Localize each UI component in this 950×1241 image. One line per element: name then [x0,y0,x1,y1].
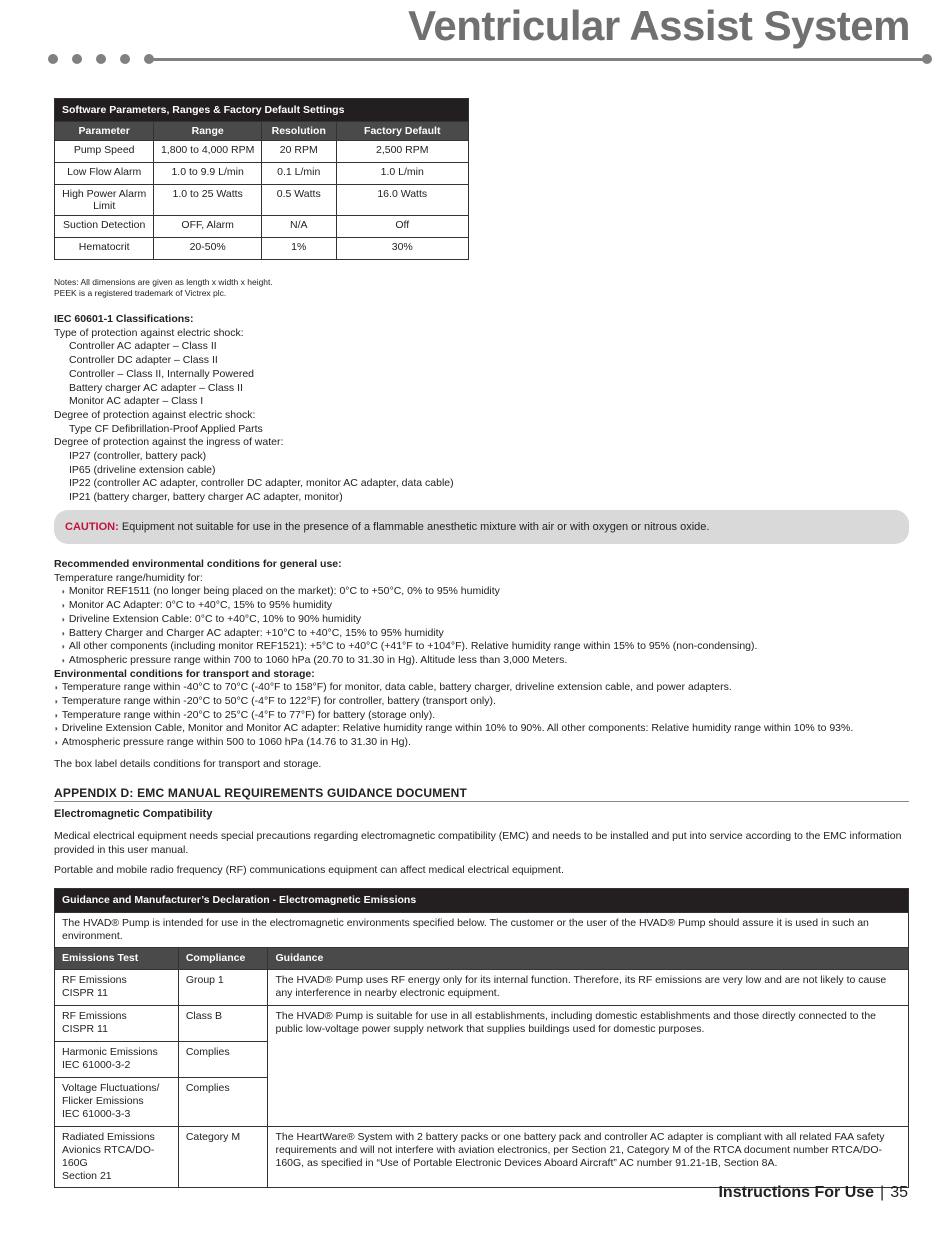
column-header: Compliance [178,948,268,970]
table-row [55,1127,909,1188]
table-cell: Low Flow Alarm [55,163,154,185]
emissions-test: RF Emissions CISPR 11 [55,1006,179,1042]
footer-label: Instructions For Use [718,1184,875,1201]
table-cell: 30% [336,238,469,260]
table-row [55,216,469,238]
caution-text: Equipment not suitable for use in the presence of a flammable anesthetic mixture with air or with oxygen or nitrous oxide. [121,521,710,533]
table-cell: 1,800 to 4,000 RPM [154,141,262,163]
environmental-conditions [54,558,924,750]
header-rule [48,52,932,66]
table-cell: 20 RPM [261,141,336,163]
emissions-test: RF Emissions CISPR 11 [55,970,179,1006]
table-cell: 16.0 Watts [336,185,469,216]
table-cell: 20-50% [154,238,262,260]
iec-classifications [54,313,454,505]
table-row [55,185,469,216]
table-caption: Software Parameters, Ranges & Factory Default Settings [55,99,469,122]
notes [54,277,273,299]
box-label-note: The box label details conditions for transport and storage. [54,758,322,770]
list-item: IP22 (controller AC adapter, controller DC adapter, monitor AC adapter, data cable) [69,477,454,490]
column-header: Resolution [261,122,336,141]
list-item: IP21 (battery charger, battery charger AC adapter, monitor) [69,491,343,504]
software-parameters-table [54,98,469,260]
list-item: Type of protection against electric shock: [54,326,244,339]
section-heading: Environmental conditions for transport and storage: [54,667,315,680]
decorative-dot [120,54,130,64]
table-cell: N/A [261,216,336,238]
list-item: Degree of protection against electric shock: [54,408,256,421]
table-cell: 0.1 L/min [261,163,336,185]
table-intro: The HVAD® Pump is intended for use in the electromagnetic environments specified below. The customer or the user of the HVAD® Pump should assure it is used in such an environment. [55,913,909,948]
table-cell: 2,500 RPM [336,141,469,163]
table-cell: 1.0 to 9.9 L/min [154,163,262,185]
bullet-item: ◗ Monitor REF1511 (no longer being placed on the market): 0°C to +50°C, 0% to 95% humidity [54,585,924,599]
emissions-test: Voltage Fluctuations/ Flicker Emissions IEC 61000-3-3 [55,1078,179,1127]
decorative-dot [72,54,82,64]
list-item: IP65 (driveline extension cable) [69,463,216,476]
table-row [55,970,909,1006]
column-header: Range [154,122,262,141]
table-cell: OFF, Alarm [154,216,262,238]
table-cell: 1% [261,238,336,260]
table-cell: High Power Alarm Limit [55,185,154,216]
page-footer [718,1184,908,1202]
bullet-item: ◗ Driveline Extension Cable: 0°C to +40°C, 10% to 90% humidity [54,613,924,627]
table-cell: 0.5 Watts [261,185,336,216]
bullet-item: ◗ Driveline Extension Cable, Monitor and Monitor AC adapter: Relative humidity range within 10% to 90%. All other components: Relative humidity range within 10% to 93%. [54,722,924,736]
bullet-item: ◗ Temperature range within -20°C to 25°C (-4°F to 77°F) for battery (storage only). [54,709,924,723]
appendix-heading: APPENDIX D: EMC MANUAL REQUIREMENTS GUIDANCE DOCUMENT [54,786,909,802]
bullet-item: ◗ Atmospheric pressure range within 700 to 1060 hPa (20.70 to 31.30 in Hg). Altitude less than 3,000 Meters. [54,654,924,668]
bullet-item: ◗ All other components (including monitor REF1521): +5°C to +40°C (+41°F to +104°F). Relative humidity range within 15% to 95% (non-condensing). [54,640,924,654]
bullet-item: ◗ Temperature range within -20°C to 50°C (-4°F to 122°F) for controller, battery (transport only). [54,695,924,709]
note-line: PEEK is a registered trademark of Victrex plc. [54,288,227,298]
emissions-test: Harmonic Emissions IEC 61000-3-2 [55,1042,179,1078]
decorative-dot [96,54,106,64]
footer-separator: | [880,1184,885,1201]
column-header: Emissions Test [55,948,179,970]
column-header: Parameter [55,122,154,141]
bullet-item: ◗ Battery Charger and Charger AC adapter: +10°C to +40°C, 15% to 95% humidity [54,627,924,641]
list-item: Monitor AC adapter – Class I [69,395,204,408]
emc-subheading: Electromagnetic Compatibility [54,808,213,820]
compliance: Complies [178,1078,268,1127]
list-item: Controller – Class II, Internally Powered [69,367,254,380]
list-item: Degree of protection against the ingress of water: [54,436,284,449]
table-cell: 1.0 to 25 Watts [154,185,262,216]
table-cell: Hematocrit [55,238,154,260]
guidance: The HeartWare® System with 2 battery packs or one battery pack and controller AC adapter is compliant with all related FAA safety requirements and will not interfere with aviation electronics, per Section 21, Category M of the RTCA document number RTCA/DO-160G, as specified in “Use of Portable Electronic Devices Aboard Aircraft” AC number 91.21-1B, Section 8A. [268,1127,909,1188]
intro-text: Temperature range/humidity for: [54,571,203,584]
table-row [55,1006,909,1042]
compliance: Group 1 [178,970,268,1006]
list-item: Battery charger AC adapter – Class II [69,381,243,394]
header-line [152,58,924,61]
table-row [55,238,469,260]
decorative-dot [48,54,58,64]
paragraph: Medical electrical equipment needs special precautions regarding electromagnetic compatibility (EMC) and needs to be installed and put into service according to the EMC information provided in this user manual. [54,830,902,856]
bullet-item: ◗ Atmospheric pressure range within 500 to 1060 hPa (14.76 to 31.30 in Hg). [54,736,924,750]
decorative-dot [922,54,932,64]
section-heading: IEC 60601-1 Classifications: [54,313,194,325]
compliance: Category M [178,1127,268,1188]
table-cell: 1.0 L/min [336,163,469,185]
paragraph: Portable and mobile radio frequency (RF) communications equipment can affect medical electrical equipment. [54,864,564,876]
column-header: Factory Default [336,122,469,141]
caution-box [54,510,909,544]
compliance: Class B [178,1006,268,1042]
compliance: Complies [178,1042,268,1078]
list-item: Type CF Defibrillation-Proof Applied Parts [69,422,263,435]
table-cell: Off [336,216,469,238]
table-caption: Guidance and Manufacturer’s Declaration - Electromagnetic Emissions [55,889,909,913]
bullet-item: ◗ Monitor AC Adapter: 0°C to +40°C, 15% to 95% humidity [54,599,924,613]
list-item: IP27 (controller, battery pack) [69,450,207,463]
caution-label: CAUTION: [65,521,119,533]
guidance: The HVAD® Pump uses RF energy only for its internal function. Therefore, its RF emissions are very low and are not likely to cause any interference in nearby electronic equipment. [268,970,909,1006]
emissions-table [54,888,909,1188]
page-number: 35 [890,1184,908,1201]
guidance: The HVAD® Pump is suitable for use in all establishments, including domestic establishments and those directly connected to the public low-voltage power supply network that supplies buildings used for domestic purposes. [268,1006,909,1127]
table-row [55,163,469,185]
page-title: Ventricular Assist System [408,2,910,49]
list-item: Controller DC adapter – Class II [69,354,218,367]
column-header: Guidance [268,948,909,970]
table-cell: Suction Detection [55,216,154,238]
emissions-test: Radiated Emissions Avionics RTCA/DO-160G Section 21 [55,1127,179,1188]
note-line: Notes: All dimensions are given as length x width x height. [54,277,273,287]
table-row [55,141,469,163]
table-cell: Pump Speed [55,141,154,163]
section-heading: Recommended environmental conditions for general use: [54,558,342,570]
list-item: Controller AC adapter – Class II [69,340,217,353]
bullet-item: ◗ Temperature range within -40°C to 70°C (-40°F to 158°F) for monitor, data cable, battery charger, driveline extension cable, and power adapters. [54,681,924,695]
